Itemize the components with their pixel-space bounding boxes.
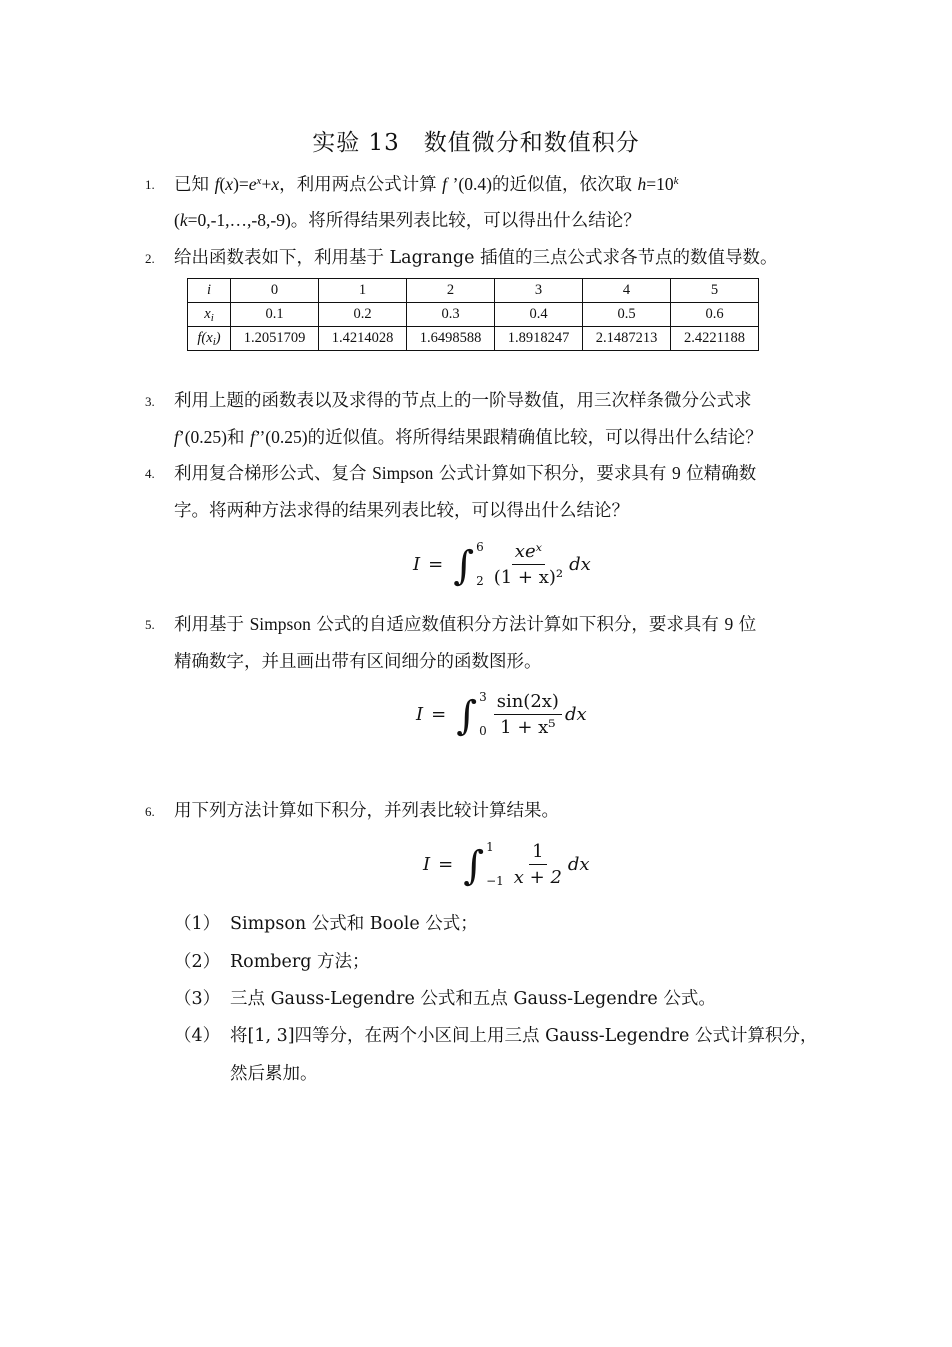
- item-number: 4.: [145, 466, 155, 481]
- table-cell: 0.5: [583, 303, 671, 327]
- subitem-4: [174, 1024, 818, 1048]
- item-4-text: 利用复合梯形公式、复合 Simpson 公式计算如下积分，要求具有 9 位精确数: [174, 463, 757, 484]
- subitem-text: Romberg 方法；: [230, 952, 370, 972]
- item-number: 3.: [145, 394, 155, 409]
- integral-sign-icon: ∫: [463, 843, 485, 889]
- item-2-text: 给出函数表如下，利用基于 Lagrange 插值的三点公式求各节点的数值导数。: [174, 248, 778, 268]
- upper-limit: 3: [479, 690, 487, 704]
- formula-denominator: (1 + x)²: [493, 566, 564, 588]
- item-number: 2.: [145, 251, 155, 266]
- subitem-label: （4）: [174, 1026, 221, 1046]
- item-5-text: 利用基于 Simpson 公式的自适应数值积分方法计算如下积分，要求具有 9 位: [174, 614, 757, 635]
- subitem-text: 将[1, 3]四等分，在两个小区间上用三点 Gauss-Legendre 公式计算积分，: [230, 1026, 818, 1046]
- table-cell: 3: [495, 279, 583, 303]
- table-cell: 2.1487213: [583, 327, 671, 351]
- item-1-text-line2: (k=0,-1,…,-8,-9)。将所得结果列表比较，可以得出什么结论？: [174, 210, 641, 231]
- table-cell: 4: [583, 279, 671, 303]
- row-label-f: $f(x_i)$: [188, 327, 231, 351]
- lower-limit: 2: [476, 574, 484, 588]
- item-3-text: 利用上题的函数表以及求得的节点上的一阶导数值，用三次样条微分公式求: [174, 391, 752, 411]
- formula-dx: dx: [567, 853, 590, 875]
- item-number: 5.: [145, 617, 155, 632]
- item-1-text: 已知 $f(x)=e^x+x$，利用两点公式计算 f ’(0.4)的近似值，依次取 $h=10^k$: [174, 174, 679, 195]
- table-row: [188, 303, 759, 327]
- integral-sign-icon: ∫: [453, 543, 475, 589]
- table-cell: 5: [671, 279, 759, 303]
- subitem-label: （2）: [174, 952, 221, 972]
- integral-formula-3: I = ∫ 1 −1 $\frac{1}{x + 2}$ dx: [423, 840, 590, 889]
- table-cell: 0.4: [495, 303, 583, 327]
- table-cell: 0.1: [231, 303, 319, 327]
- formula-lhs: I: [423, 853, 431, 875]
- formula-dx: dx: [564, 703, 587, 725]
- upper-limit: 1: [486, 840, 494, 854]
- item-5-text-line2: 精确数字，并且画出带有区间细分的函数图形。: [174, 652, 542, 672]
- formula-numerator: xeˣ: [512, 541, 545, 565]
- table-cell: 1: [319, 279, 407, 303]
- table-cell: 1.8918247: [495, 327, 583, 351]
- lower-limit: 0: [479, 724, 487, 738]
- item-number: 6.: [145, 804, 155, 819]
- row-label-x: $x_i$: [188, 303, 231, 327]
- formula-lhs: I: [416, 703, 424, 725]
- subitem-3: [174, 987, 716, 1011]
- formula-numerator: 1: [529, 841, 546, 865]
- table-cell: 2: [407, 279, 495, 303]
- table-row: [188, 327, 759, 351]
- item-number: 1.: [145, 177, 155, 192]
- integral-formula-2: I = ∫ 3 0 $\frac{\sin(2x)}{\text{1 + x⁵}}$ dx: [416, 690, 587, 739]
- table-cell: 0.3: [407, 303, 495, 327]
- table-cell: 0.2: [319, 303, 407, 327]
- row-label-i: i: [188, 279, 231, 303]
- integral-sign-icon: ∫: [456, 693, 478, 739]
- table-cell: 1.6498588: [407, 327, 495, 351]
- subitem-text: 三点 Gauss-Legendre 公式和五点 Gauss-Legendre 公式。: [230, 989, 716, 1009]
- page-title: 实验 13 数值微分和数值积分: [312, 130, 640, 156]
- formula-denominator: x + 2: [513, 866, 562, 888]
- item-4-text-line2: 字。将两种方法求得的结果列表比较，可以得出什么结论？: [174, 501, 629, 521]
- formula-lhs: I: [413, 553, 421, 575]
- function-table: [187, 278, 759, 351]
- table-cell: 0.6: [671, 303, 759, 327]
- table-cell: 1.2051709: [231, 327, 319, 351]
- subitem-1: [174, 912, 478, 936]
- subitem-2: [174, 950, 370, 974]
- table-cell: 1.4214028: [319, 327, 407, 351]
- item-3-text-line2: f’(0.25)和 f’’(0.25)的近似值。将所得结果跟精确值比较，可以得出什么结论？: [174, 427, 763, 448]
- subitem-label: （1）: [174, 914, 221, 934]
- table-cell: 2.4221188: [671, 327, 759, 351]
- item-6-text: 用下列方法计算如下积分，并列表比较计算结果。: [174, 801, 559, 821]
- lower-limit: −1: [486, 874, 504, 888]
- formula-dx: dx: [569, 553, 591, 575]
- table-cell: 0: [231, 279, 319, 303]
- formula-numerator: sin(2x): [494, 691, 562, 715]
- subitem-4-line2: 然后累加。: [230, 1064, 318, 1084]
- table-row: [188, 279, 759, 303]
- subitem-label: （3）: [174, 989, 221, 1009]
- subitem-text: Simpson 公式和 Boole 公式；: [230, 914, 478, 934]
- integral-formula-1: I = ∫ 6 2 $\frac{\text{xeˣ}}{\text{(1 + x)²}}$ dx: [413, 540, 591, 589]
- upper-limit: 6: [476, 540, 484, 554]
- formula-denominator: 1 + x⁵: [500, 716, 556, 738]
